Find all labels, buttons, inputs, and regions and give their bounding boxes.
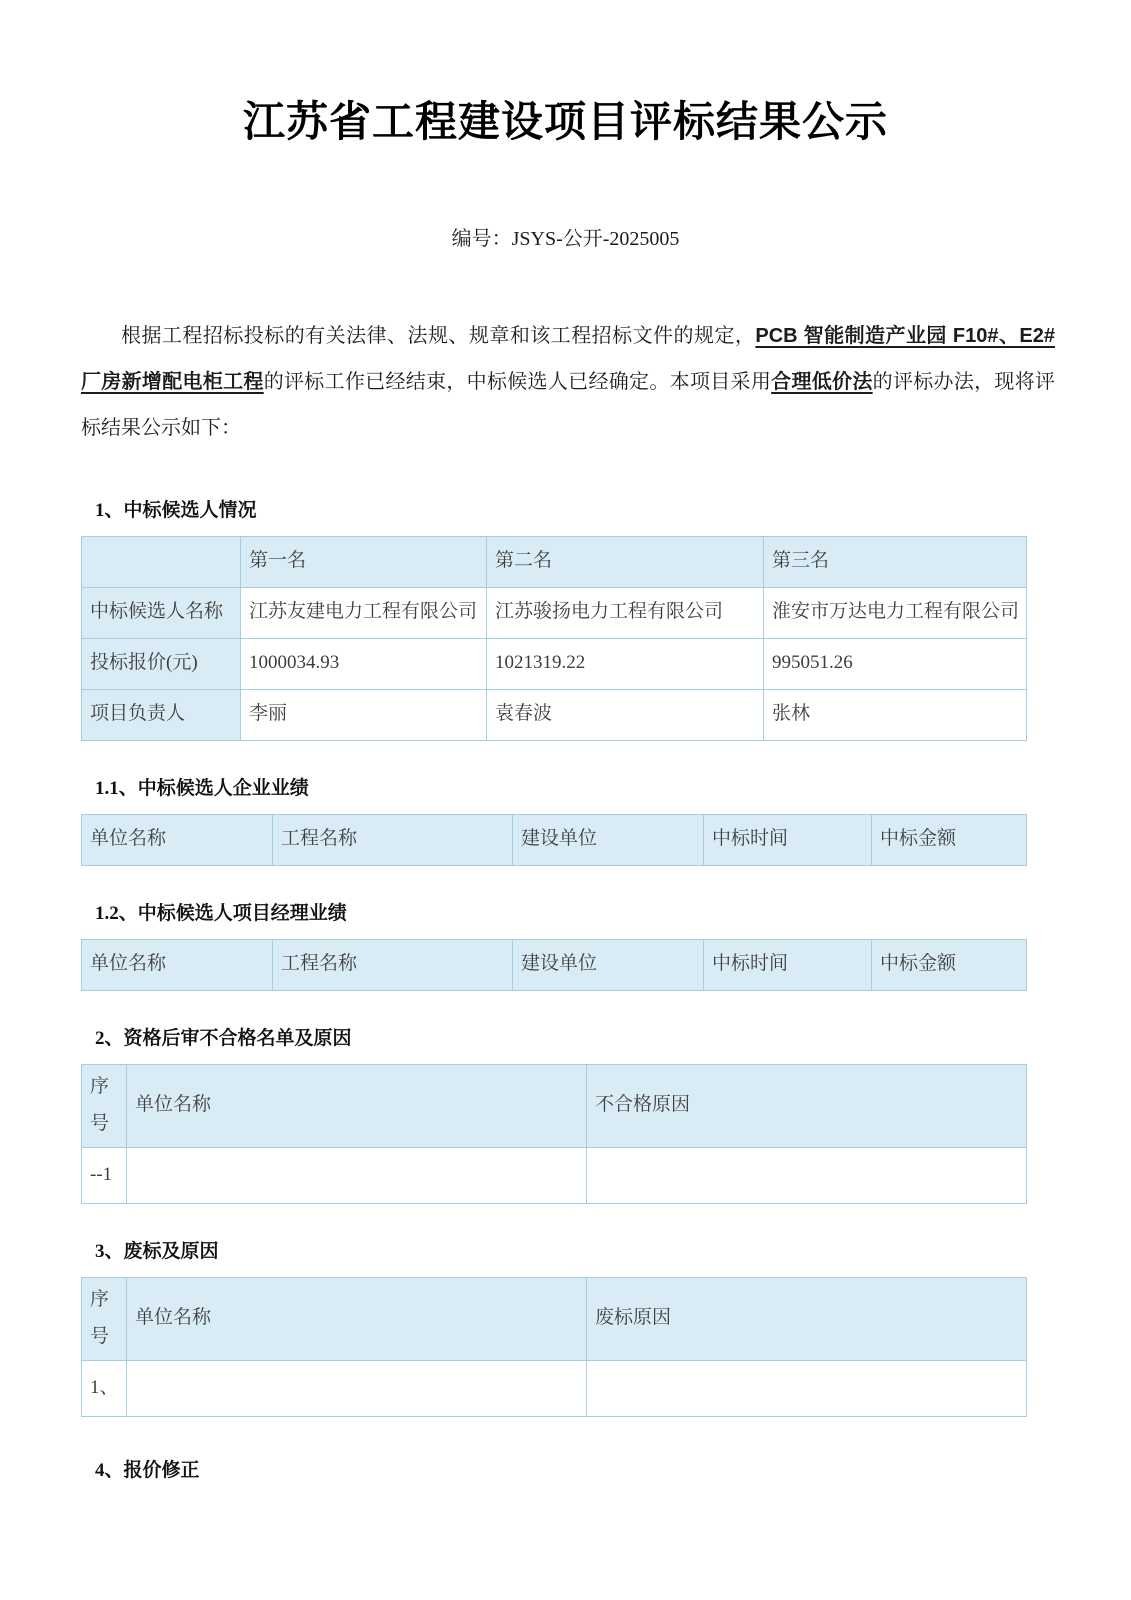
evaluation-method: 合理低价法 <box>771 370 873 393</box>
column-header-serial: 序号 <box>82 1277 127 1360</box>
column-header-unit: 单位名称 <box>127 1064 587 1147</box>
company-performance-table <box>81 814 1027 866</box>
column-header-amount: 中标金额 <box>872 939 1027 990</box>
project-name: PCB 智能制造产业园 F10#、E2#厂房新增配电柜工程 <box>81 324 1056 393</box>
rank-3-header: 第三名 <box>764 536 1027 587</box>
table-row <box>82 1147 1027 1203</box>
section1-1-heading: 1.1、中标候选人企业业绩 <box>95 777 309 799</box>
doc-number: 编号：JSYS-公开-2025005 <box>451 227 680 250</box>
candidate-name-row <box>82 587 1027 638</box>
intro-paragraph <box>81 313 1055 451</box>
column-header-builder: 建设单位 <box>513 814 704 865</box>
candidate-3-name: 淮安市万达电力工程有限公司 <box>764 587 1027 638</box>
section4-heading: 4、报价修正 <box>95 1459 200 1481</box>
section3-heading: 3、废标及原因 <box>95 1240 219 1262</box>
candidate-2-name: 江苏骏扬电力工程有限公司 <box>487 587 764 638</box>
section1-2-heading: 1.2、中标候选人项目经理业绩 <box>95 902 347 924</box>
column-header-reason: 废标原因 <box>587 1277 1027 1360</box>
column-header-serial: 序号 <box>82 1064 127 1147</box>
reason-cell <box>587 1147 1027 1203</box>
row-label: 项目负责人 <box>82 689 241 740</box>
rank-1-header: 第一名 <box>241 536 487 587</box>
candidate-2-manager: 袁春波 <box>487 689 764 740</box>
candidate-1-manager: 李丽 <box>241 689 487 740</box>
table-row <box>82 1360 1027 1416</box>
table-header-row <box>82 939 1027 990</box>
column-header-unit: 单位名称 <box>82 814 273 865</box>
column-header-builder: 建设单位 <box>513 939 704 990</box>
unit-name-cell <box>127 1147 587 1203</box>
intro-lead: 根据工程招标投标的有关法律、法规、规章和该工程招标文件的规定， <box>121 324 756 347</box>
rank-2-header: 第二名 <box>487 536 764 587</box>
table-header-row <box>82 814 1027 865</box>
bid-price-row <box>82 638 1027 689</box>
winning-candidates-table <box>81 536 1027 741</box>
candidate-2-price: 1021319.22 <box>487 638 764 689</box>
intro-tail: 的评标办法，现将评标结果公示如下： <box>81 370 1056 439</box>
page-title: 江苏省工程建设项目评标结果公示 <box>242 100 888 146</box>
column-header-project: 工程名称 <box>273 814 513 865</box>
candidate-3-manager: 张林 <box>764 689 1027 740</box>
candidate-3-price: 995051.26 <box>764 638 1027 689</box>
intro-mid: 的评标工作已经结束，中标候选人已经确定。本项目采用 <box>263 370 772 393</box>
candidate-1-price: 1000034.93 <box>241 638 487 689</box>
column-header-unit: 单位名称 <box>127 1277 587 1360</box>
manager-performance-table <box>81 939 1027 991</box>
table-header-row <box>82 1064 1027 1147</box>
row-label: 中标候选人名称 <box>82 587 241 638</box>
rejected-bids-table <box>81 1277 1027 1417</box>
table-header-row <box>82 1277 1027 1360</box>
serial-cell: 1、 <box>82 1360 127 1416</box>
column-header-date: 中标时间 <box>704 939 872 990</box>
candidate-1-name: 江苏友建电力工程有限公司 <box>241 587 487 638</box>
section2-heading: 2、资格后审不合格名单及原因 <box>95 1027 352 1049</box>
serial-cell: --1 <box>82 1147 127 1203</box>
reason-cell <box>587 1360 1027 1416</box>
column-header-amount: 中标金额 <box>872 814 1027 865</box>
column-header-project: 工程名称 <box>273 939 513 990</box>
rank-header-row <box>82 536 1027 587</box>
column-header-reason: 不合格原因 <box>587 1064 1027 1147</box>
project-manager-row <box>82 689 1027 740</box>
corner-cell <box>82 536 241 587</box>
unit-name-cell <box>127 1360 587 1416</box>
row-label: 投标报价(元) <box>82 638 241 689</box>
unqualified-list-table <box>81 1064 1027 1204</box>
bottom-whitespace <box>0 1496 1131 1600</box>
column-header-unit: 单位名称 <box>82 939 273 990</box>
section1-heading: 1、中标候选人情况 <box>95 499 257 521</box>
column-header-date: 中标时间 <box>704 814 872 865</box>
